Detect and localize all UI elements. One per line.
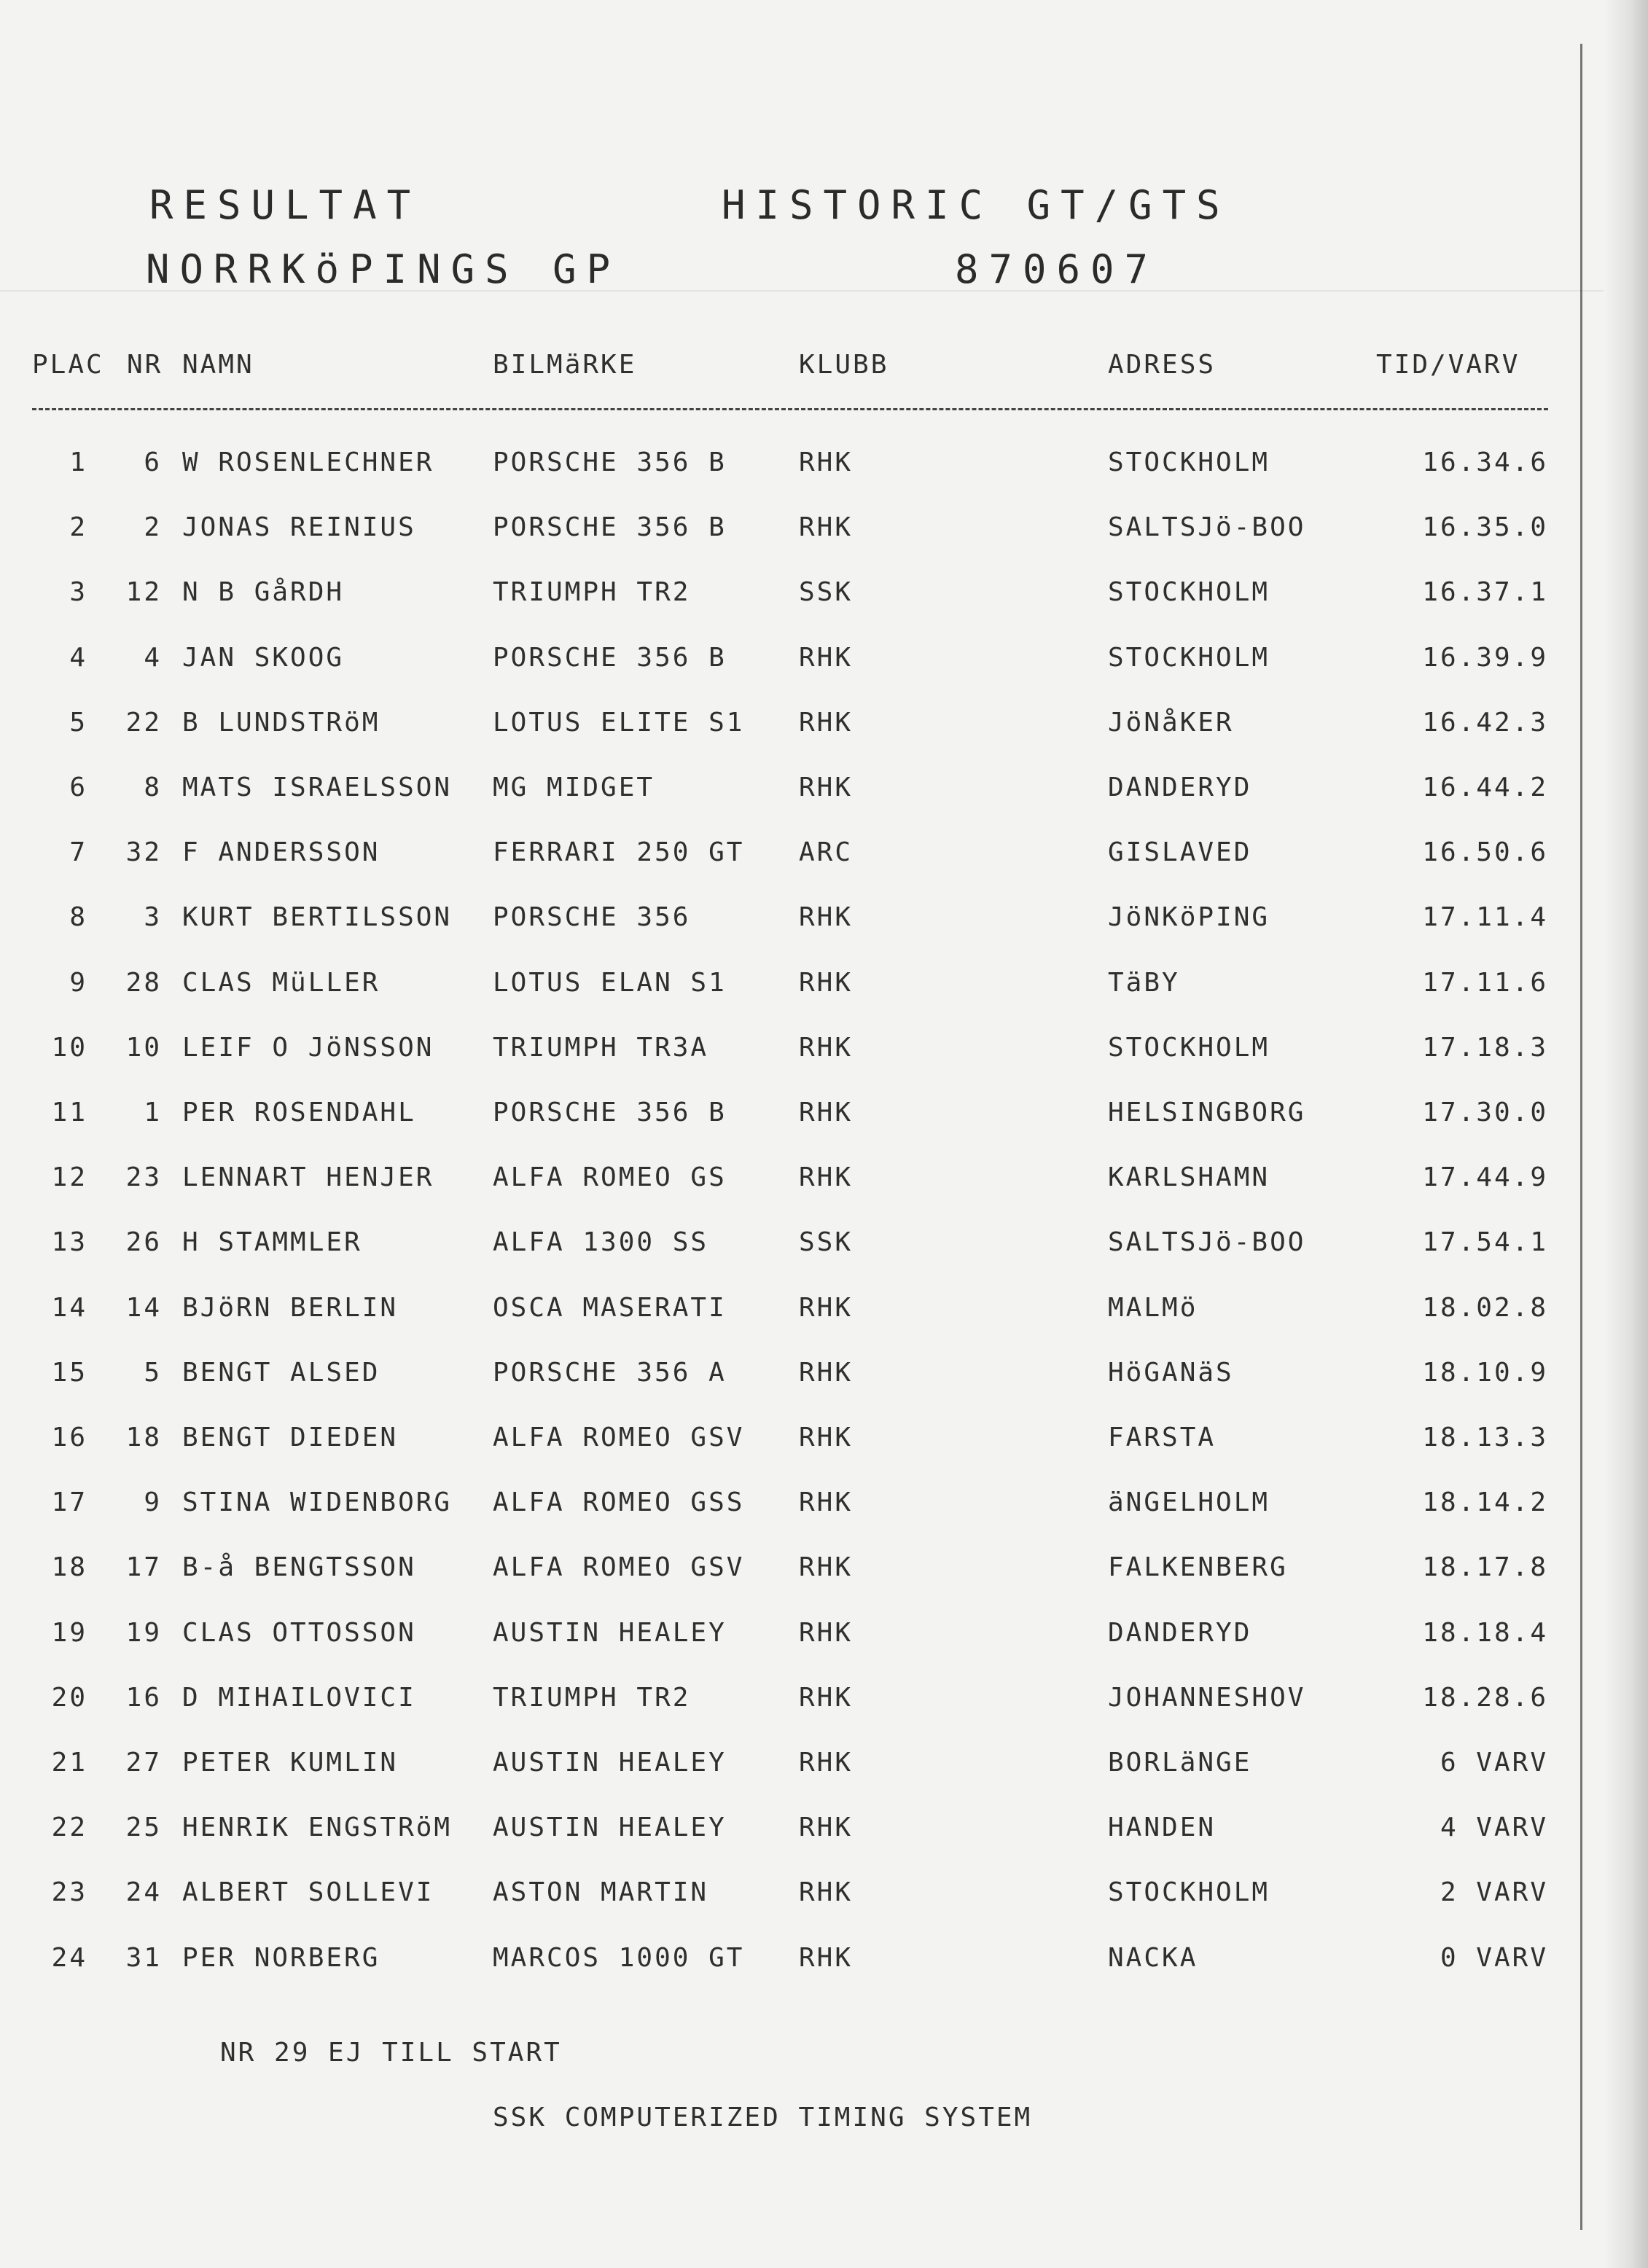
row-nr: 5	[144, 1358, 162, 1388]
row-klubb: ARC	[799, 837, 854, 867]
row-namn: PER NORBERG	[182, 1943, 380, 1973]
row-bilmarke: ALFA ROMEO GSV	[493, 1423, 745, 1452]
row-bilmarke: ALFA 1300 SS	[493, 1227, 709, 1257]
row-bilmarke: ALFA ROMEO GS	[493, 1162, 727, 1192]
row-klubb: RHK	[799, 1033, 854, 1063]
row-namn: ALBERT SOLLEVI	[182, 1877, 434, 1907]
row-namn: STINA WIDENBORG	[182, 1487, 453, 1517]
row-bilmarke: MARCOS 1000 GT	[493, 1943, 745, 1973]
row-plac: 21	[51, 1748, 87, 1778]
row-bilmarke: AUSTIN HEALEY	[493, 1748, 727, 1778]
row-namn: BENGT DIEDEN	[182, 1423, 399, 1452]
row-adress: TäBY	[1108, 968, 1180, 998]
row-adress: JOHANNESHOV	[1108, 1683, 1306, 1713]
row-klubb: RHK	[799, 1877, 854, 1907]
row-plac: 3	[69, 577, 87, 607]
row-adress: FALKENBERG	[1108, 1552, 1288, 1582]
row-plac: 6	[69, 773, 87, 802]
row-klubb: RHK	[799, 902, 854, 932]
row-bilmarke: PORSCHE 356	[493, 902, 691, 932]
row-namn: HENRIK ENGSTRöM	[182, 1813, 453, 1842]
row-tid: 17.44.9	[1422, 1162, 1548, 1192]
row-klubb: RHK	[799, 1358, 854, 1388]
row-tid: 18.17.8	[1422, 1552, 1548, 1582]
row-adress: MALMö	[1108, 1293, 1198, 1323]
row-tid: 16.50.6	[1422, 837, 1548, 867]
row-klubb: RHK	[799, 1293, 854, 1323]
row-bilmarke: PORSCHE 356 B	[493, 643, 727, 673]
row-plac: 14	[51, 1293, 87, 1323]
row-nr: 12	[125, 577, 162, 607]
row-klubb: RHK	[799, 447, 854, 477]
row-bilmarke: ALFA ROMEO GSV	[493, 1552, 745, 1582]
row-klubb: RHK	[799, 1813, 854, 1842]
column-header-tid: TID/VARV	[1376, 350, 1520, 380]
title-resultat: RESULTAT	[149, 182, 421, 228]
row-bilmarke: LOTUS ELITE S1	[493, 708, 745, 738]
row-plac: 1	[69, 447, 87, 477]
row-tid: 17.11.6	[1422, 968, 1548, 998]
column-header-plac: PLAC	[32, 350, 104, 380]
title-class: HISTORIC GT/GTS	[722, 182, 1230, 228]
row-bilmarke: PORSCHE 356 B	[493, 1098, 727, 1127]
row-klubb: RHK	[799, 1423, 854, 1452]
row-klubb: RHK	[799, 1943, 854, 1973]
row-tid: 18.02.8	[1422, 1293, 1548, 1323]
row-nr: 16	[125, 1683, 162, 1713]
row-bilmarke: TRIUMPH TR2	[493, 1683, 691, 1713]
footer-system: SSK COMPUTERIZED TIMING SYSTEM	[493, 2103, 1033, 2132]
row-namn: JONAS REINIUS	[182, 512, 416, 542]
row-bilmarke: MG MIDGET	[493, 773, 655, 802]
row-nr: 24	[125, 1877, 162, 1907]
row-tid: 17.54.1	[1422, 1227, 1548, 1257]
row-nr: 27	[125, 1748, 162, 1778]
row-nr: 18	[125, 1423, 162, 1452]
title-event: NORRKöPINGS GP	[146, 246, 621, 292]
row-adress: STOCKHOLM	[1108, 1877, 1270, 1907]
row-klubb: RHK	[799, 968, 854, 998]
row-klubb: RHK	[799, 1487, 854, 1517]
row-plac: 2	[69, 512, 87, 542]
row-tid: 16.44.2	[1422, 773, 1548, 802]
row-tid: 18.13.3	[1422, 1423, 1548, 1452]
row-klubb: RHK	[799, 708, 854, 738]
row-nr: 32	[125, 837, 162, 867]
row-tid: 2 VARV	[1440, 1877, 1548, 1907]
column-header-namn: NAMN	[182, 350, 254, 380]
row-adress: HANDEN	[1108, 1813, 1217, 1842]
row-tid: 17.11.4	[1422, 902, 1548, 932]
row-namn: BENGT ALSED	[182, 1358, 380, 1388]
row-tid: 17.18.3	[1422, 1033, 1548, 1063]
row-adress: GISLAVED	[1108, 837, 1252, 867]
row-nr: 23	[125, 1162, 162, 1192]
row-adress: HELSINGBORG	[1108, 1098, 1306, 1127]
row-adress: JöNKöPING	[1108, 902, 1270, 932]
row-klubb: RHK	[799, 1098, 854, 1127]
row-namn: BJöRN BERLIN	[182, 1293, 399, 1323]
row-plac: 24	[51, 1943, 87, 1973]
row-nr: 2	[144, 512, 162, 542]
row-nr: 10	[125, 1033, 162, 1063]
row-bilmarke: OSCA MASERATI	[493, 1293, 727, 1323]
row-plac: 23	[51, 1877, 87, 1907]
row-namn: D MIHAILOVICI	[182, 1683, 416, 1713]
row-plac: 7	[69, 837, 87, 867]
row-tid: 6 VARV	[1440, 1748, 1548, 1778]
row-adress: BORLäNGE	[1108, 1748, 1252, 1778]
row-klubb: RHK	[799, 512, 854, 542]
row-namn: H STAMMLER	[182, 1227, 362, 1257]
row-plac: 19	[51, 1618, 87, 1648]
row-adress: STOCKHOLM	[1108, 1033, 1270, 1063]
row-bilmarke: PORSCHE 356 B	[493, 512, 727, 542]
row-adress: SALTSJö-BOO	[1108, 1227, 1306, 1257]
row-plac: 4	[69, 643, 87, 673]
row-klubb: SSK	[799, 1227, 854, 1257]
row-adress: JöNåKER	[1108, 708, 1234, 738]
row-tid: 18.28.6	[1422, 1683, 1548, 1713]
row-plac: 12	[51, 1162, 87, 1192]
row-plac: 5	[69, 708, 87, 738]
row-adress: FARSTA	[1108, 1423, 1217, 1452]
row-namn: N B GåRDH	[182, 577, 345, 607]
row-namn: PER ROSENDAHL	[182, 1098, 416, 1127]
row-bilmarke: PORSCHE 356 B	[493, 447, 727, 477]
row-adress: DANDERYD	[1108, 1618, 1252, 1648]
row-klubb: RHK	[799, 773, 854, 802]
row-adress: STOCKHOLM	[1108, 447, 1270, 477]
row-namn: PETER KUMLIN	[182, 1748, 399, 1778]
row-nr: 28	[125, 968, 162, 998]
row-adress: äNGELHOLM	[1108, 1487, 1270, 1517]
row-klubb: RHK	[799, 1618, 854, 1648]
row-tid: 18.10.9	[1422, 1358, 1548, 1388]
row-tid: 16.35.0	[1422, 512, 1548, 542]
row-klubb: RHK	[799, 1748, 854, 1778]
row-namn: W ROSENLECHNER	[182, 447, 434, 477]
row-nr: 22	[125, 708, 162, 738]
row-klubb: RHK	[799, 1162, 854, 1192]
row-namn: KURT BERTILSSON	[182, 902, 453, 932]
row-namn: LENNART HENJER	[182, 1162, 434, 1192]
column-header-klubb: KLUBB	[799, 350, 889, 380]
row-tid: 0 VARV	[1440, 1943, 1548, 1973]
row-namn: CLAS OTTOSSON	[182, 1618, 416, 1648]
row-plac: 15	[51, 1358, 87, 1388]
row-bilmarke: TRIUMPH TR2	[493, 577, 691, 607]
dashed-rule	[32, 408, 1548, 410]
row-bilmarke: AUSTIN HEALEY	[493, 1618, 727, 1648]
row-klubb: SSK	[799, 577, 854, 607]
row-klubb: RHK	[799, 1683, 854, 1713]
row-plac: 18	[51, 1552, 87, 1582]
row-plac: 8	[69, 902, 87, 932]
page-edge-line	[1580, 44, 1582, 2230]
row-klubb: RHK	[799, 1552, 854, 1582]
row-adress: STOCKHOLM	[1108, 577, 1270, 607]
row-nr: 9	[144, 1487, 162, 1517]
row-nr: 8	[144, 773, 162, 802]
row-nr: 4	[144, 643, 162, 673]
row-nr: 19	[125, 1618, 162, 1648]
row-adress: DANDERYD	[1108, 773, 1252, 802]
row-nr: 3	[144, 902, 162, 932]
row-tid: 16.39.9	[1422, 643, 1548, 673]
row-tid: 16.34.6	[1422, 447, 1548, 477]
row-namn: JAN SKOOG	[182, 643, 345, 673]
row-adress: HöGANäS	[1108, 1358, 1234, 1388]
row-adress: NACKA	[1108, 1943, 1198, 1973]
row-plac: 9	[69, 968, 87, 998]
row-adress: KARLSHAMN	[1108, 1162, 1270, 1192]
column-header-nr: NR	[127, 350, 163, 380]
row-plac: 22	[51, 1813, 87, 1842]
row-bilmarke: FERRARI 250 GT	[493, 837, 745, 867]
row-tid: 17.30.0	[1422, 1098, 1548, 1127]
row-namn: CLAS MüLLER	[182, 968, 380, 998]
row-nr: 1	[144, 1098, 162, 1127]
row-bilmarke: AUSTIN HEALEY	[493, 1813, 727, 1842]
row-namn: LEIF O JöNSSON	[182, 1033, 434, 1063]
row-bilmarke: TRIUMPH TR3A	[493, 1033, 709, 1063]
row-nr: 31	[125, 1943, 162, 1973]
row-nr: 17	[125, 1552, 162, 1582]
row-klubb: RHK	[799, 643, 854, 673]
row-plac: 16	[51, 1423, 87, 1452]
row-plac: 11	[51, 1098, 87, 1127]
row-namn: MATS ISRAELSSON	[182, 773, 453, 802]
row-tid: 4 VARV	[1440, 1813, 1548, 1842]
row-tid: 16.42.3	[1422, 708, 1548, 738]
row-nr: 14	[125, 1293, 162, 1323]
column-header-bilmarke: BILMäRKE	[493, 350, 637, 380]
row-tid: 18.14.2	[1422, 1487, 1548, 1517]
row-bilmarke: ALFA ROMEO GSS	[493, 1487, 745, 1517]
row-adress: SALTSJö-BOO	[1108, 512, 1306, 542]
row-plac: 17	[51, 1487, 87, 1517]
row-plac: 20	[51, 1683, 87, 1713]
row-namn: B LUNDSTRöM	[182, 708, 380, 738]
row-nr: 25	[125, 1813, 162, 1842]
row-tid: 16.37.1	[1422, 577, 1548, 607]
row-plac: 10	[51, 1033, 87, 1063]
row-bilmarke: ASTON MARTIN	[493, 1877, 709, 1907]
row-tid: 18.18.4	[1422, 1618, 1548, 1648]
row-nr: 6	[144, 447, 162, 477]
row-nr: 26	[125, 1227, 162, 1257]
row-namn: F ANDERSSON	[182, 837, 380, 867]
footer-note: NR 29 EJ TILL START	[220, 2038, 562, 2068]
row-bilmarke: LOTUS ELAN S1	[493, 968, 727, 998]
row-bilmarke: PORSCHE 356 A	[493, 1358, 727, 1388]
page-edge-shadow	[1604, 0, 1648, 2268]
row-plac: 13	[51, 1227, 87, 1257]
column-header-adress: ADRESS	[1108, 350, 1217, 380]
title-date: 870607	[955, 246, 1159, 292]
row-adress: STOCKHOLM	[1108, 643, 1270, 673]
row-namn: B-å BENGTSSON	[182, 1552, 416, 1582]
